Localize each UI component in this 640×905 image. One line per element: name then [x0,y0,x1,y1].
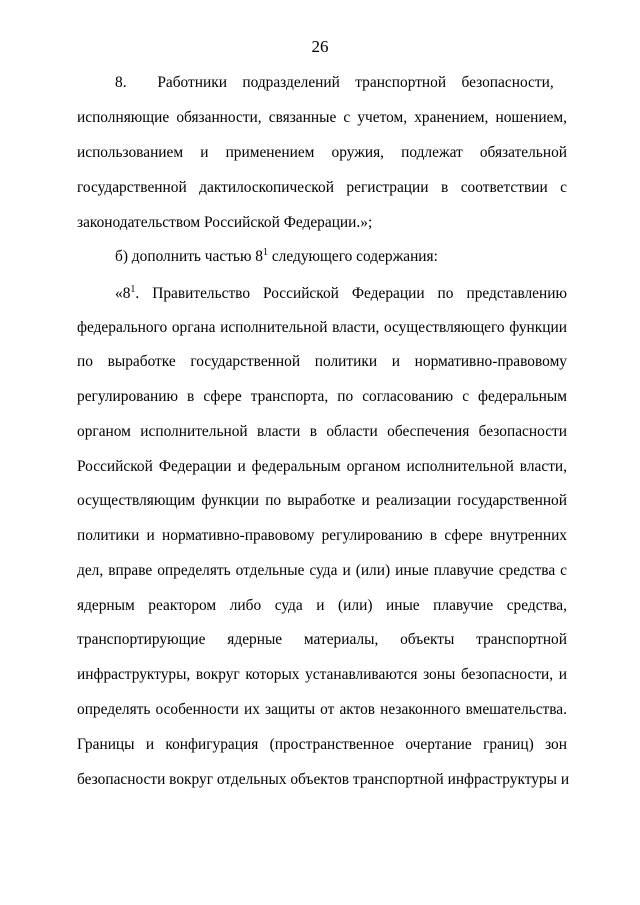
text-line: государственной дактилоскопической регистрации в соответствии с [77,179,567,196]
text-line: органом исполнительной власти в области обеспечения безопасности [77,423,567,440]
text-segment: б) дополнить частью 8 [115,248,263,265]
text-segment: «8 [115,285,131,302]
text-line: инфраструктуры, вокруг которых устанавливаются зоны безопасности, и [77,666,567,683]
text-line: федерального органа исполнительной власти, осуществляющего функции [77,319,567,336]
text-line [115,284,567,304]
text-line: 8. Работники подразделений транспортной безопасности, [115,74,554,91]
superscript: 1 [130,284,136,295]
text-line: политики и нормативно-правовому регулированию в сфере внутренних [77,527,567,544]
text-line: регулированию в сфере транспорта, по согласованию с федеральным [77,388,567,405]
text-line: осуществляющим функции по выработке и реализации государственной [77,492,567,509]
text-line: исполняющие обязанности, связанные с учетом, хранением, ношением, [77,109,567,126]
text-line: дел, вправе определять отдельные суда и (или) иные плавучие средства с [77,562,567,579]
text-line: транспортирующие ядерные материалы, объекты транспортной [77,631,567,648]
page-number: 26 [311,37,329,56]
text-segment: . Правительство Российской Федерации по представлению [135,285,567,302]
text-line: Российской Федерации и федеральным органом исполнительной власти, [77,458,567,475]
text-line [115,247,567,267]
text-segment: следующего содержания: [268,248,438,265]
text-line: определять особенности их защиты от актов незаконного вмешательства. [77,701,567,718]
text-line: безопасности вокруг отдельных объектов транспортной инфраструктуры и [77,771,570,788]
text-line: Границы и конфигурация (пространственное очертание границ) зон [77,736,567,753]
text-line: ядерным реактором либо суда и (или) иные плавучие средства, [77,597,567,614]
text-line: законодательством Российской Федерации.»; [77,214,373,231]
text-line: использованием и применением оружия, подлежат обязательной [77,144,567,161]
text-line: по выработке государственной политики и нормативно-правовому [77,353,567,370]
superscript: 1 [263,247,268,258]
